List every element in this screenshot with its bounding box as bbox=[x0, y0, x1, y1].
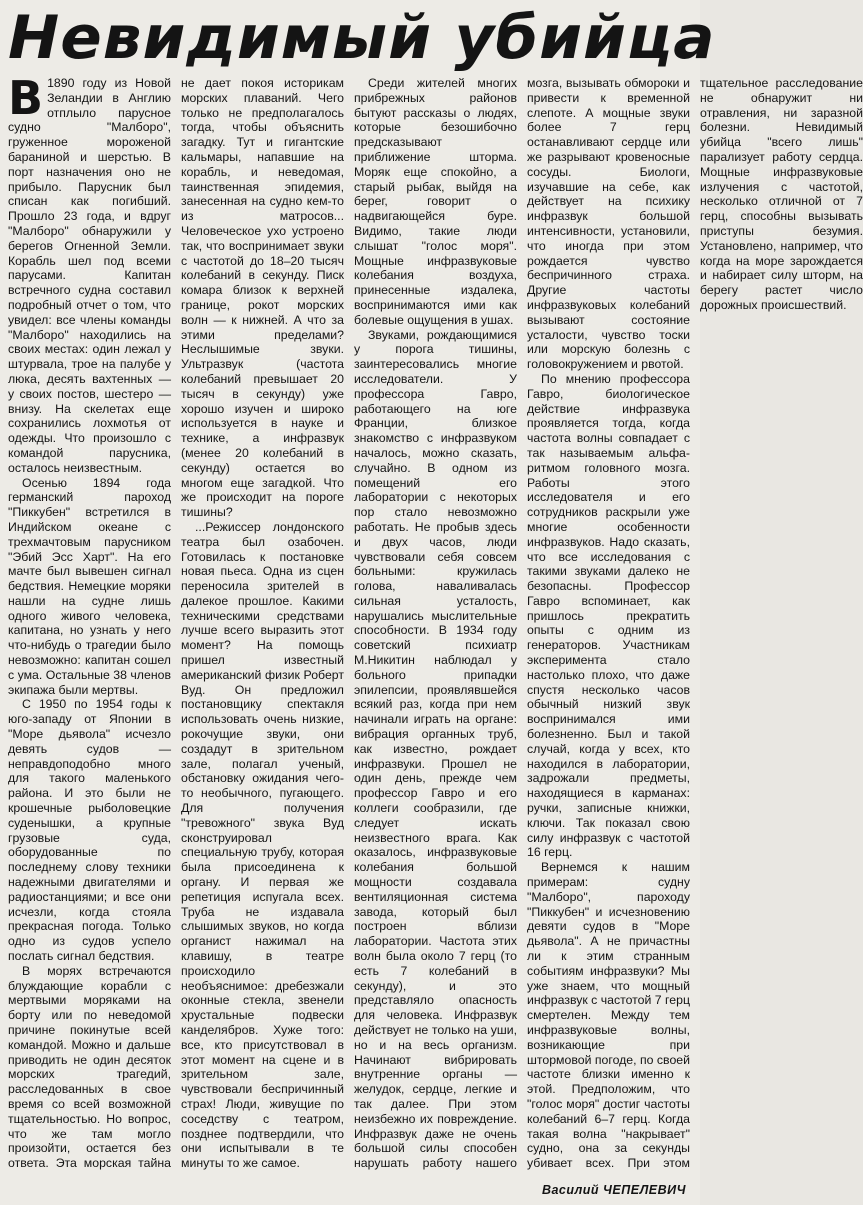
article-headline: Невидимый убийца bbox=[8, 3, 716, 73]
article-paragraph: ...Режиссер лондонского театра был озабочен. Готовилась к постановке новая пьеса. Одна из сцен переносила зрителей в далекое прошлое. Какими техническими средствами лучше всего выразить этот момент? На помощь пришел известный американский физик Роберт Вуд. Он предложил постановщику спектакля использовать очень низкие, рокочущие звуки, они создадут в зрительном зале, полагал ученый, обстановку ожидания чего-то необычного, пугающего. Для получения "тревожного" звука Вуд сконструировал специальную трубу, которая была присоединена к органу. И первая же репетиция испугала всех. Труба не издавала слышимых звуков, но когда органист нажимал на клавишу, в театре происходило необъяснимое: дребезжали оконные стекла, звенели хрустальные подвески канделябров. Хуже того: все, кто присутствовал в этот момент на сцене и в зрительном зале, чувствовали беспричинный страх! Люди, живущие по соседству с театром, позднее подтвердили, что они испытывали в те минуты то же самое. bbox=[181, 519, 344, 1171]
paragraph-text: 1890 году из Новой Зеландии в Англию отплыло парусное судно "Малборо", груженное мороженой бараниной и шерстью. В порт назначения оно не прибыло. Парусник был списан как погибший. Прошло 23 года, и вдруг "Малборо" обнаружили у берегов Огненной Земли. Корабль шел под всеми парусами. Капитан встречного судна составил подробный отчет о том, что увидел: все члены команды "Малборо" находились на своих местах: один лежал у штурвала, трое на палубе у люка, десять вахтенных — у своих постов, шестеро — внизу. На скелетах еще сохранились лохмотья от одежды. Что произошло с командой парусника, осталось неизвестным. bbox=[8, 76, 171, 475]
article-paragraph bbox=[8, 71, 171, 476]
article-columns bbox=[8, 71, 863, 1181]
article-paragraph: Среди жителей многих прибрежных районов бытуют рассказы о людях, которые безошибочно предсказывают приближение шторма. Моряк еще спокойно, а старый рыбак, выйдя на берег, говорит о надвигающейся буре. Видимо, такие люди слышат "голос моря". Мощные инфразвуковые колебания воздуха, принесенные издалека, воспринимаются ими как болевые ощущения в ушах. bbox=[354, 76, 517, 327]
article-paragraph: Вернемся к нашим примерам: судну "Малборо", пароходу "Пиккубен" и исчезновению девяти судов в "Море дьявола". А не причастны ли к этим странным событиям инфразвуки? Мы уже знаем, что мощный инфразвук с частотой 7 герц смертелен. Между тем инфразвуковые волны, возникающие при штормовой погоде, по своей частоте близки именно к этой. Предположим, что "голос моря" достиг частоты колебаний 6–7 герц. Когда такая волна "накрывает" судно, она за секунды убивает всех. При этом тщательное расследование не обнаружит ни отравления, ни заразной болезни. Невидимый убийца "всего лишь" парализует работу сердца. Мощные инфразвуковые излучения с частотой, несколько отличной от 7 герц, способны вызывать приступы безумия. Установлено, например, что когда на море зарождается и набирает силу шторм, на берегу растет число дорожных происшествий. bbox=[527, 76, 863, 1171]
article-paragraph: По мнению профессора Гавро, биологическое действие инфразвука проявляется тогда, когда частота волны совпадает с так называемым альфа-ритмом головного мозга. Работы этого исследователя и его сотрудников раскрыли уже многие особенности инфразвуков. Надо сказать, что все исследования с такими звуками далеко не безопасны. Профессор Гавро вспоминает, как пришлось прекратить опыты с одним из генераторов. Участникам эксперимента стало настолько плохо, что даже спустя несколько часов обычный низкий звук воспринимался ими болезненно. Был и такой случай, когда у всех, кто находился в лаборатории, задрожали предметы, находящиеся в карманах: ручки, записные книжки, ключи. Так показал свою силу инфразвук с частотой 16 герц. bbox=[527, 371, 690, 860]
article-paragraph: Осенью 1894 года германский пароход "Пиккубен" встретился в Индийском океане с трехмачтовым парусником "Эбий Эсс Харт". На его мачте был вывешен сигнал бедствия. Немецкие моряки нашли на судне лишь одного живого человека, капитана, но узнать у него что-нибудь о трагедии было невозможно: капитан сошел с ума. Остальные 38 членов экипажа были мертвы. bbox=[8, 475, 171, 697]
article-paragraph: В морях встречаются блуждающие корабли с мертвыми моряками на борту или по неведомой причине покинутые всей командой. Можно и дальше приводить не один десяток морских трагедий, расследованных в свое время со всей возможной тщательностью. Но вопрос, что же там могло произойти, остается без ответа. Эта морская тайна не дает покоя историкам морских плаваний. Чего только не предполагалось тогда, чтобы объяснить загадку. Тут и гигантские кальмары, напавшие на корабль, и неведомая, таинственная эпидемия, занесенная на судно кем-то из матросов... Человеческое ухо устроено так, что воспринимает звуки с частотой до 18–20 тысяч колебаний в секунду. Писк комара близок к верхней границе, рокот морских волн — к нижней. А что за этими пределами? Неслышимые звуки. Ультразвук (частота колебаний превышает 20 тысяч в секунду) уже хорошо изучен и широко используется в науке и технике, а инфразвук (менее 20 колебаний в секунду) остается во многом еще загадкой. Что же происходит на пороге тишины? bbox=[8, 76, 344, 1171]
article-paragraph: С 1950 по 1954 годы к юго-западу от Японии в "Море дьявола" исчезло девять судов — неправдоподобно много для такого маленького района. И это были не крошечные рыболовецкие суденышки, а крупные грузовые суда, оборудованные по последнему слову техники надежными двигателями и радиостанциями; и все они исчезли, когда стояла прекрасная погода. Только одно из судов успело послать сигнал бедствия. bbox=[8, 697, 171, 964]
drop-cap: В bbox=[8, 71, 44, 125]
author-byline: Василий ЧЕПЕЛЕВИЧ bbox=[541, 1183, 686, 1197]
article-paragraph: Звуками, рождающимися у порога тишины, заинтересовались многие исследователи. У профессора Гавро, работающего на юге Франции, близкое знакомство с инфразвуком началось, можно сказать, случайно. В одном из помещений его лаборатории с некоторых пор стало невозможно работать. Не пробыв здесь и двух часов, люди чувствовали себя совсем больными: кружилась голова, наваливалась сильная усталость, нарушались мыслительные способности. В 1934 году советский психиатр М.Никитин наблюдал у больного припадки эпилепсии, проявлявшейся всякий раз, когда при нем начинали играть на органе: вибрация органных труб, как известно, рождает инфразвуки. Прошел не один день, прежде чем профессор Гавро и его коллеги сообразили, где следует искать неизвестного врага. Как оказалось, инфразвуковые колебания большой мощности создавала вентиляционная система завода, который был построен вблизи лаборатории. Частота этих волн была около 7 герц (то есть 7 колебаний в секунду), и это представляло опасность для человека. Инфразвук действует не только на уши, но и на весь организм. Начинают вибрировать внутренние органы — желудок, сердце, легкие и так далее. При этом неизбежно их повреждение. Инфразвук даже не очень большой силы способен нарушать работу нашего мозга, вызывать обмороки и привести к временной слепоте. А мощные звуки более 7 герц останавливают сердце или же разрывают кровеносные сосуды. Биологи, изучавшие на себе, как действует на психику инфразвук большой интенсивности, установили, что иногда при этом рождается чувство беспричинного страха. Другие частоты инфразвуковых колебаний вызывают состояние усталости, чувство тоски или морскую болезнь с головокружением и рвотой. bbox=[354, 76, 690, 1171]
